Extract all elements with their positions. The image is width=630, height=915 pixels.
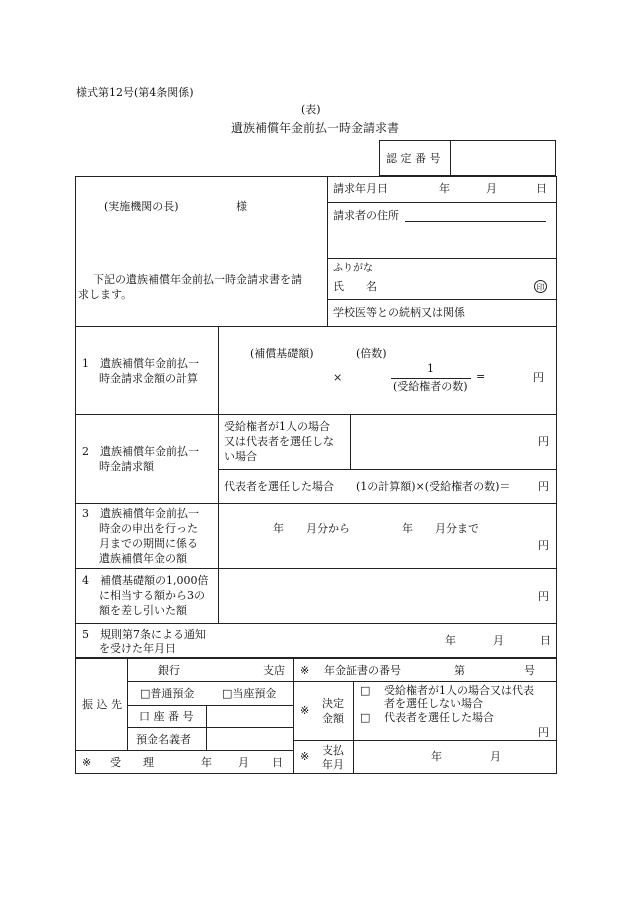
notice-year: 年 bbox=[445, 634, 456, 647]
certificate-number-field[interactable] bbox=[456, 152, 550, 166]
address-field-line[interactable] bbox=[405, 221, 546, 222]
claim-date-label: 請求年月日 bbox=[333, 182, 388, 195]
section4-label-line3: 額を差し引いた額 bbox=[99, 604, 187, 617]
relation-label: 学校医等との続柄又は関係 bbox=[333, 306, 465, 319]
fraction-numerator: 1 bbox=[427, 362, 434, 375]
single-case-yen: 円 bbox=[538, 435, 549, 448]
section1-yen: 円 bbox=[533, 371, 544, 384]
name-label: 氏 名 bbox=[333, 280, 377, 293]
current-deposit-checkbox[interactable]: □当座預金 bbox=[222, 687, 277, 700]
payment-label-line1: 支払 bbox=[322, 744, 344, 757]
single-case-line2: 又は代表者を選任しな bbox=[224, 435, 334, 448]
claim-date-day: 日 bbox=[536, 182, 547, 195]
period-to: 年 月分まで bbox=[402, 522, 479, 535]
section3-label-line2: 時金の申出を行った bbox=[99, 522, 198, 535]
single-case-line3: い場合 bbox=[224, 450, 257, 463]
branch-label: 支店 bbox=[263, 664, 285, 677]
option1-label-line2: 者を選任しない場合 bbox=[384, 697, 483, 710]
pension-cert-kome: ※ bbox=[300, 664, 310, 677]
option1-label-line1: 受給権者が1人の場合又は代表 bbox=[384, 684, 534, 697]
period-from: 年 月分から bbox=[273, 522, 350, 535]
section3-label-line4: 遺族補償年金の額 bbox=[99, 552, 187, 565]
form-title: 遺族補償年金前払一時金請求書 bbox=[231, 121, 400, 135]
account-holder-field[interactable] bbox=[212, 733, 288, 747]
received-label: 受 理 bbox=[110, 756, 154, 769]
payment-label-line2: 年月 bbox=[322, 758, 344, 771]
representative-yen: 円 bbox=[538, 480, 549, 493]
decision-label-line1: 決定 bbox=[322, 697, 344, 710]
fraction-denominator: (受給権者の数) bbox=[393, 380, 468, 393]
section3-yen: 円 bbox=[538, 539, 549, 552]
section5-label-line1: 5 規則第7条による通知 bbox=[82, 628, 206, 641]
option1-checkbox[interactable]: □ bbox=[360, 684, 371, 697]
received-kome: ※ bbox=[82, 756, 92, 769]
decision-kome: ※ bbox=[300, 704, 310, 717]
section3-label-line1: 3 遺族補償年金前払一 bbox=[82, 507, 199, 520]
claim-date-year: 年 bbox=[439, 182, 450, 195]
multiplier-label: (倍数) bbox=[356, 347, 387, 360]
seal-mark: 印 bbox=[534, 280, 547, 293]
addressee-label: (実施機関の長) bbox=[104, 200, 179, 213]
section2-label-line2: 時金請求額 bbox=[99, 460, 154, 473]
account-number-field[interactable] bbox=[212, 710, 288, 724]
account-number-label: 口 座 番 号 bbox=[139, 710, 194, 723]
representative-case-label: 代表者を選任した場合 bbox=[224, 480, 334, 493]
bank-label: 銀行 bbox=[158, 664, 180, 677]
furigana-label: ふりがな bbox=[333, 263, 373, 274]
representative-formula: (1の計算額)×(受給権者の数)＝ bbox=[356, 480, 511, 493]
received-year: 年 bbox=[201, 756, 212, 769]
option2-checkbox[interactable]: □ bbox=[360, 711, 371, 724]
pension-certificate-label: 年金証書の番号 bbox=[324, 664, 401, 677]
decision-label-line2: 金額 bbox=[322, 712, 344, 725]
side-label: (表) bbox=[301, 103, 321, 116]
section4-label-line1: 4 補償基礎額の1,000倍 bbox=[82, 574, 209, 587]
section1-label-line1: 1 遺族補償年金前払一 bbox=[82, 357, 199, 370]
section5-label-line2: を受けた年月日 bbox=[99, 642, 176, 655]
section1-label-line2: 時金請求金額の計算 bbox=[99, 372, 198, 385]
payment-year: 年 bbox=[431, 750, 442, 763]
pension-cert-dai: 第 bbox=[454, 664, 465, 677]
times-sign: × bbox=[333, 371, 343, 384]
received-month: 月 bbox=[238, 756, 249, 769]
certificate-number-label: 認 定 番 号 bbox=[386, 152, 441, 165]
account-holder-label: 預金名義者 bbox=[136, 733, 191, 746]
single-case-line1: 受給権者が1人の場合 bbox=[224, 420, 330, 433]
section2-label-line1: 2 遺族補償年金前払一 bbox=[82, 445, 199, 458]
pension-cert-go: 号 bbox=[524, 664, 535, 677]
section4-label-line2: に相当する額から3の bbox=[99, 589, 205, 602]
notice-day: 日 bbox=[540, 634, 551, 647]
section3-label-line3: 月までの期間に係る bbox=[99, 537, 198, 550]
addressee-suffix: 様 bbox=[236, 200, 247, 213]
equals-sign: = bbox=[476, 370, 486, 383]
address-label: 請求者の住所 bbox=[333, 209, 399, 222]
request-text-line1: 下記の遺族補償年金前払一時金請求書を請 bbox=[93, 273, 302, 286]
received-day: 日 bbox=[272, 756, 283, 769]
decision-yen: 円 bbox=[538, 726, 549, 739]
form-number: 様式第12号(第4条関係) bbox=[76, 86, 194, 99]
payment-month: 月 bbox=[490, 750, 501, 763]
transfer-destination-label: 振 込 先 bbox=[82, 698, 122, 711]
payment-kome: ※ bbox=[300, 750, 310, 763]
notice-month: 月 bbox=[493, 634, 504, 647]
ordinary-deposit-checkbox[interactable]: □普通預金 bbox=[140, 687, 195, 700]
request-text-line2: 求します。 bbox=[78, 288, 133, 301]
base-amount-label: (補償基礎額) bbox=[250, 347, 314, 360]
option2-label: 代表者を選任した場合 bbox=[384, 711, 494, 724]
claim-date-month: 月 bbox=[486, 182, 497, 195]
section4-yen: 円 bbox=[538, 590, 549, 603]
